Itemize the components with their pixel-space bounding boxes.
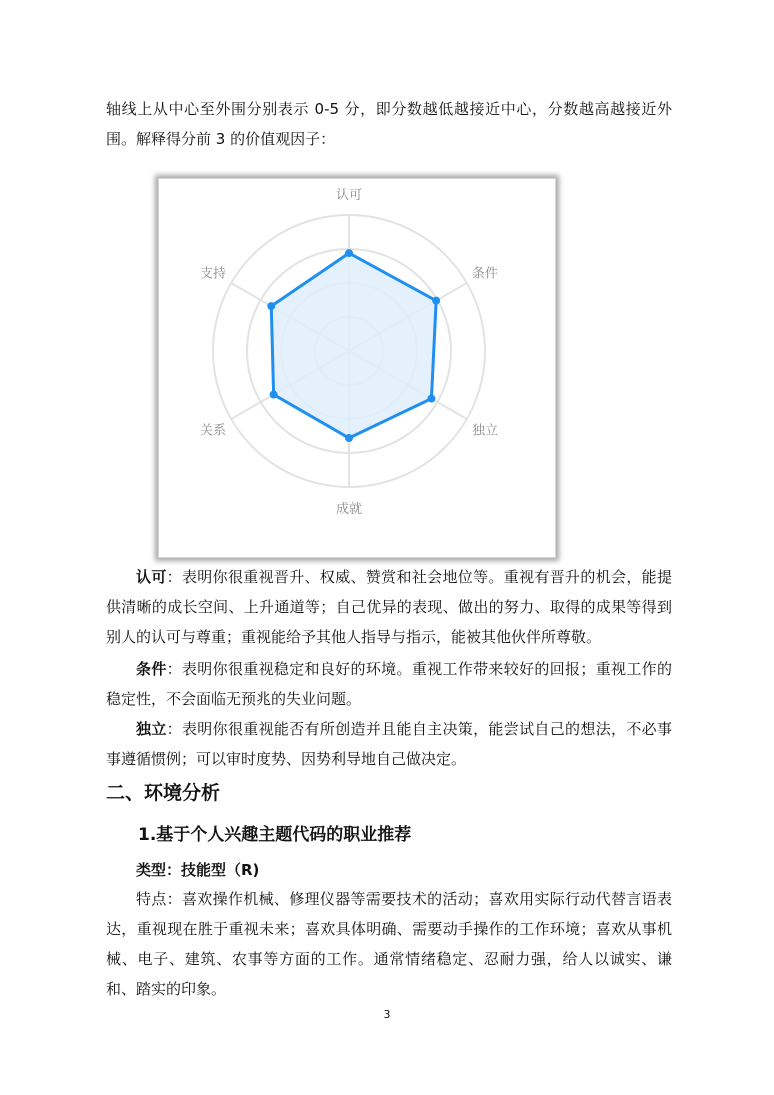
page-number: 3 <box>383 1008 391 1021</box>
factor-desc: ：表明你很重视晋升、权威、赞赏和社会地位等。重视有晋升的机会，能提供清晰的成长空间、上升通道等；自己优异的表现、做出的努力、取得的成果等得到别人的认可与尊重；重视能给予其他人指导与指示，能被其他伙伴所尊敬。 <box>106 568 672 646</box>
factor-independence <box>106 714 672 774</box>
factor-recognition <box>106 562 672 652</box>
radar-axis-label: 关系 <box>200 423 227 439</box>
radar-data-point <box>270 391 278 399</box>
section-title: 二、环境分析 <box>106 782 221 804</box>
factor-conditions <box>106 654 672 714</box>
factor-desc: ：表明你很重视稳定和良好的环境。重视工作带来较好的回报；重视工作的稳定性，不会面临无预兆的失业问题。 <box>106 660 672 708</box>
factor-term: 条件 <box>136 660 167 678</box>
top3-note: 解释得分前 3 的价值观因子： <box>136 130 336 148</box>
radar-axis-label: 支持 <box>200 266 227 282</box>
radar-data-point <box>267 302 275 310</box>
axis-note: 轴线上从中心至外围分别表示 0-5 分，即分数越低越接近中心，分数越高越接近外围。 <box>106 100 672 148</box>
radar-axis-label: 成就 <box>335 502 363 517</box>
factor-term: 认可 <box>136 568 167 586</box>
type-label: 类型：技能型（R) <box>136 861 260 879</box>
radar-data-point <box>427 395 435 403</box>
factor-term: 独立 <box>136 720 167 738</box>
radar-axis-label: 认可 <box>335 188 363 203</box>
factor-desc: ：表明你很重视能否有所创造并且能自主决策，能尝试自己的想法，不必事事遵循惯例；可以审时度势、因势利导地自己做决定。 <box>106 720 672 768</box>
type-features: 特点：喜欢操作机械、修理仪器等需要技术的活动；喜欢用实际行动代替言语表达，重视现在胜于重视未来；喜欢具体明确、需要动手操作的工作环境；喜欢从事机械、电子、建筑、农事等方面的工作。通常情绪稳定、忍耐力强，给人以诚实、谦和、踏实的印象。 <box>106 890 672 998</box>
radar-axis-label: 条件 <box>471 266 498 282</box>
section-subtitle: 1.基于个人兴趣主题代码的职业推荐 <box>138 825 412 845</box>
radar-data-point <box>432 297 440 305</box>
radar-chart-frame <box>158 178 556 558</box>
radar-series-area <box>271 253 436 438</box>
radar-data-point <box>345 249 353 257</box>
radar-chart <box>159 179 555 557</box>
radar-data-point <box>345 434 353 442</box>
radar-axis-label: 独立 <box>471 423 498 439</box>
